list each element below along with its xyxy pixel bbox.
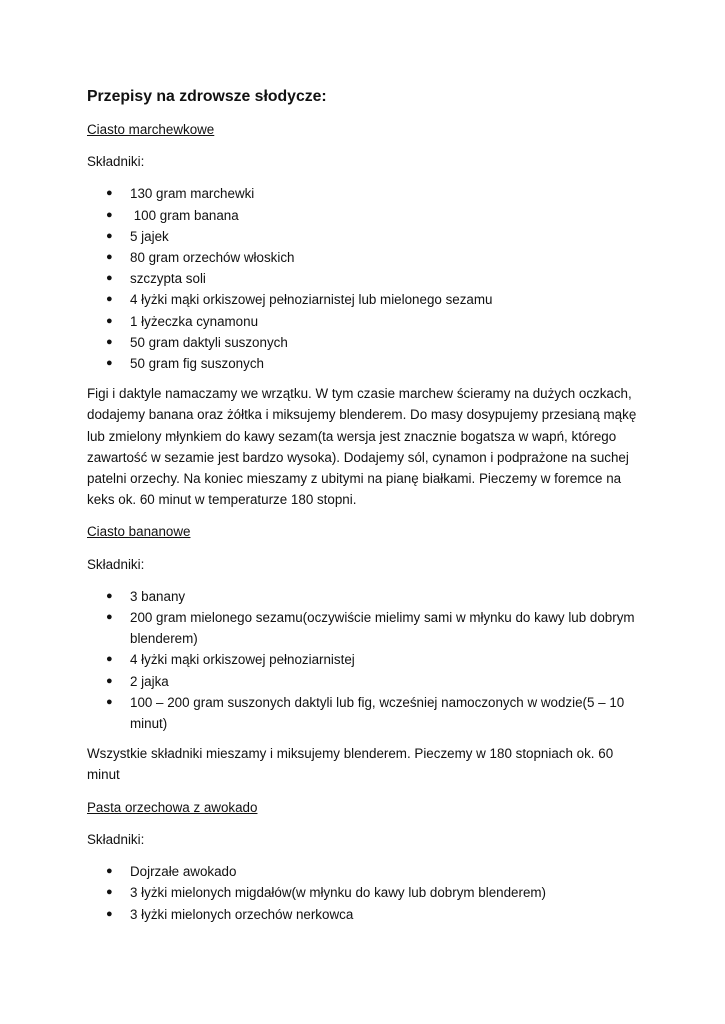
recipe-avocado-nut-paste: [87, 797, 647, 925]
ingredient-text: 4 łyżki mąki orkiszowej pełnoziarnistej: [130, 652, 355, 668]
ingredient-text: 2 jajka: [130, 673, 169, 689]
list-item: [87, 904, 647, 925]
list-item: [87, 882, 647, 903]
list-item: [87, 861, 647, 882]
bullet-icon: ●: [106, 272, 113, 285]
bullet-icon: ●: [106, 865, 113, 878]
recipe-title: Ciasto marchewkowe: [87, 122, 215, 137]
bullet-icon: ●: [106, 695, 113, 708]
list-item: [87, 268, 647, 289]
ingredient-text: 130 gram marchewki: [130, 186, 255, 202]
ingredient-text: 4 łyżki mąki orkiszowej pełnoziarnistej lub mielonego sezamu: [130, 292, 493, 308]
bullet-icon: ●: [106, 907, 113, 920]
ingredients-list: [87, 861, 647, 925]
list-item: [87, 205, 647, 226]
bullet-icon: ●: [106, 229, 113, 242]
ingredients-list: [87, 586, 647, 734]
ingredient-text: Dojrzałe awokado: [130, 864, 237, 880]
bullet-icon: ●: [106, 208, 113, 221]
list-item: [87, 607, 647, 649]
bullet-icon: ●: [106, 674, 113, 687]
ingredient-text: 200 gram mielonego sezamu(oczywiście mielimy sami w młynku do kawy lub dobrym blenderem): [130, 610, 635, 647]
list-item: [87, 671, 647, 692]
bullet-icon: ●: [106, 611, 113, 624]
bullet-icon: ●: [106, 653, 113, 666]
list-item: [87, 183, 647, 204]
document-page: [87, 86, 647, 934]
ingredient-text: 3 banany: [130, 588, 186, 604]
ingredient-text: 3 łyżki mielonych migdałów(w młynku do kawy lub dobrym blenderem): [130, 885, 547, 901]
list-item: [87, 332, 647, 353]
list-item: [87, 649, 647, 670]
bullet-icon: ●: [106, 251, 113, 264]
ingredient-text: 100 – 200 gram suszonych daktyli lub fig, wcześniej namoczonych w wodzie(5 – 10 minut): [130, 694, 625, 732]
ingredients-label: Składniki:: [87, 831, 145, 847]
list-item: [87, 247, 647, 268]
bullet-icon: ●: [106, 589, 113, 602]
recipe-carrot-cake: [87, 119, 647, 510]
ingredients-label: Składniki:: [87, 556, 145, 572]
recipe-instructions: Figi i daktyle namaczamy we wrzątku. W tym czasie marchew ścieramy na dużych oczkach, dodajemy banana oraz żółtka i miksujemy blenderem. Do masy dosypujemy przesianą mąkę lub zmielony młynkiem do kawy sezam(ta wersja jest znacznie bogatsza w wapń, którego zawartość w sezamie jest bardzo wysoka). Dodajemy sól, cynamon i podprażone na suchej patelni orzechy. Na koniec mieszamy z ubitymi na pianę białkami. Pieczemy w foremce na keks ok. 60 minut w temperaturze 180 stopni.: [87, 386, 637, 508]
recipe-title: Pasta orzechowa z awokado: [87, 799, 258, 815]
ingredient-text: 5 jajek: [130, 228, 169, 244]
page-title: Przepisy na zdrowsze słodycze:: [87, 88, 327, 105]
bullet-icon: ●: [106, 293, 113, 306]
list-item: [87, 289, 647, 310]
bullet-icon: ●: [106, 335, 113, 348]
ingredient-text: 100 gram banana: [130, 207, 239, 223]
recipe-banana-cake: [87, 521, 647, 785]
list-item: [87, 586, 647, 607]
recipe-title: Ciasto bananowe: [87, 524, 191, 540]
list-item: [87, 226, 647, 247]
ingredients-list: [87, 183, 647, 374]
list-item: [87, 692, 647, 734]
ingredient-text: 1 łyżeczka cynamonu: [130, 313, 259, 329]
ingredient-text: szczypta soli: [130, 271, 206, 287]
recipe-instructions: Wszystkie składniki mieszamy i miksujemy blenderem. Pieczemy w 180 stopniach ok. 60 minut: [87, 746, 614, 783]
ingredients-label: Składniki:: [87, 154, 145, 170]
ingredient-text: 80 gram orzechów włoskich: [130, 250, 295, 266]
ingredient-text: 50 gram daktyli suszonych: [130, 334, 288, 350]
bullet-icon: ●: [106, 187, 113, 200]
list-item: [87, 311, 647, 332]
ingredient-text: 50 gram fig suszonych: [130, 356, 264, 372]
bullet-icon: ●: [106, 314, 113, 327]
ingredient-text: 3 łyżki mielonych orzechów nerkowca: [130, 906, 354, 922]
list-item: [87, 353, 647, 374]
bullet-icon: ●: [106, 357, 113, 370]
bullet-icon: ●: [106, 886, 113, 899]
